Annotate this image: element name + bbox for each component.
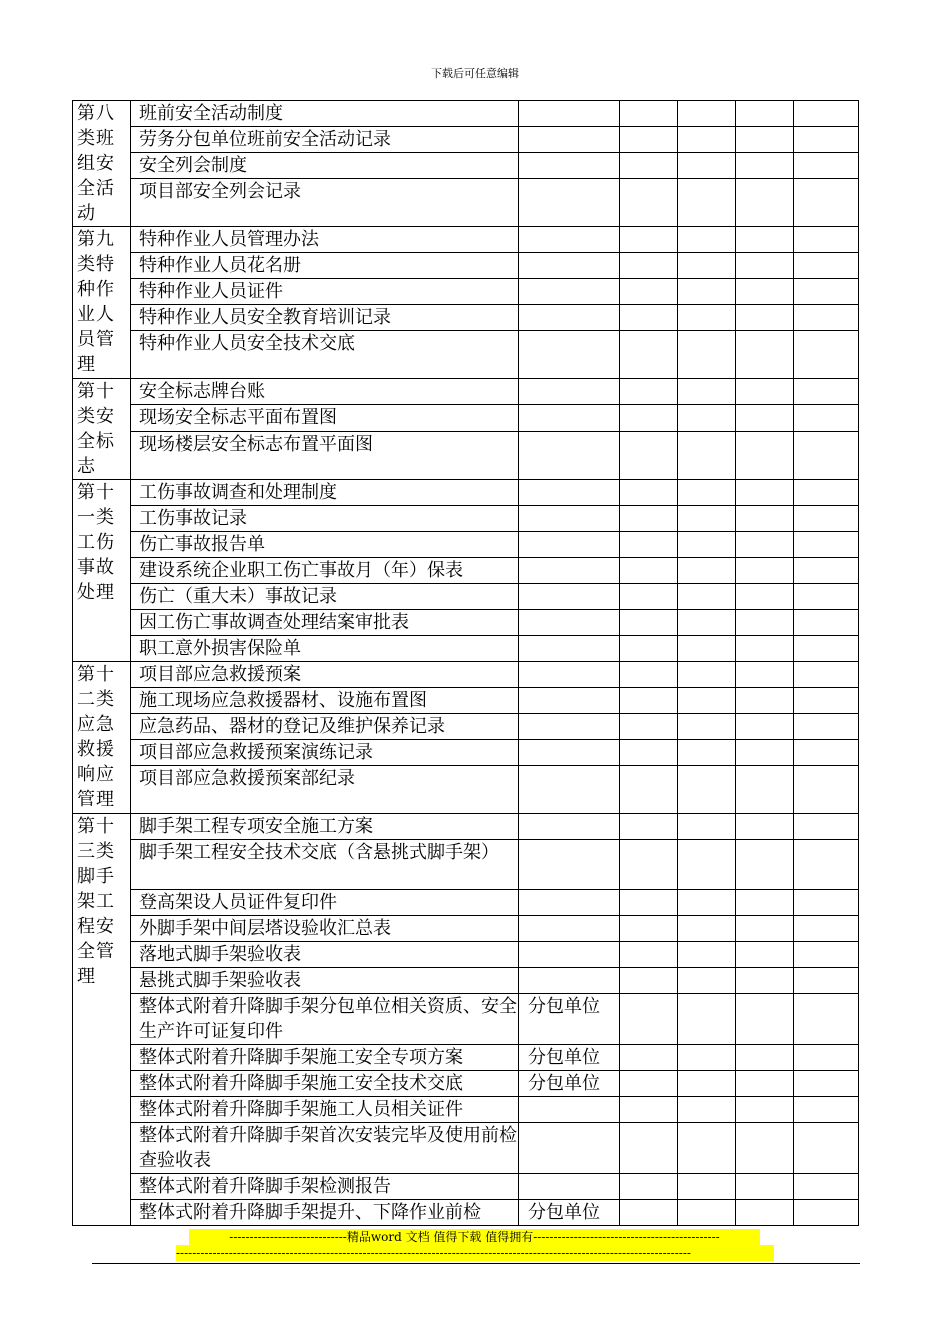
table-row [73, 179, 859, 227]
empty-cell [678, 1045, 736, 1071]
empty-cell [620, 532, 678, 558]
unit-cell [519, 610, 620, 636]
empty-cell [678, 766, 736, 814]
unit-cell: 分包单位 [519, 1200, 620, 1226]
empty-cell [678, 179, 736, 227]
empty-cell [794, 662, 859, 688]
empty-cell [620, 227, 678, 253]
unit-cell [519, 714, 620, 740]
empty-cell [678, 305, 736, 331]
item-cell: 班前安全活动制度 [131, 101, 519, 127]
item-cell: 整体式附着升降脚手架提升、下降作业前检 [131, 1200, 519, 1226]
unit-cell [519, 688, 620, 714]
bottom-rule [92, 1263, 860, 1264]
item-cell: 落地式脚手架验收表 [131, 942, 519, 968]
empty-cell [736, 1071, 794, 1097]
table-row [73, 1174, 859, 1200]
empty-cell [794, 253, 859, 279]
empty-cell [620, 331, 678, 379]
item-cell: 特种作业人员安全教育培训记录 [131, 305, 519, 331]
document-table [72, 100, 859, 1226]
item-cell: 整体式附着升降脚手架施工人员相关证件 [131, 1097, 519, 1123]
unit-cell [519, 532, 620, 558]
empty-cell [620, 179, 678, 227]
empty-cell [794, 840, 859, 890]
empty-cell [794, 1174, 859, 1200]
unit-cell [519, 740, 620, 766]
table-row [73, 506, 859, 532]
table-row [73, 253, 859, 279]
unit-cell [519, 253, 620, 279]
empty-cell [678, 101, 736, 127]
empty-cell [620, 994, 678, 1045]
table-row [73, 916, 859, 942]
empty-cell [794, 610, 859, 636]
empty-cell [794, 558, 859, 584]
empty-cell [678, 1174, 736, 1200]
table-row [73, 942, 859, 968]
empty-cell [678, 636, 736, 662]
item-cell: 脚手架工程专项安全施工方案 [131, 814, 519, 840]
empty-cell [620, 662, 678, 688]
table-row [73, 890, 859, 916]
item-cell: 整体式附着升降脚手架检测报告 [131, 1174, 519, 1200]
item-cell: 工伤事故记录 [131, 506, 519, 532]
item-cell: 现场安全标志平面布置图 [131, 405, 519, 431]
empty-cell [794, 179, 859, 227]
footer-line-1: -----------------------------精品word 文档 值得下载 值得拥有---------------------------------------------- [189, 1229, 760, 1245]
item-cell: 整体式附着升降脚手架施工安全专项方案 [131, 1045, 519, 1071]
unit-cell: 分包单位 [519, 1045, 620, 1071]
empty-cell [794, 331, 859, 379]
empty-cell [736, 558, 794, 584]
table-row [73, 379, 859, 405]
empty-cell [678, 840, 736, 890]
item-cell: 工伤事故调查和处理制度 [131, 480, 519, 506]
unit-cell [519, 279, 620, 305]
empty-cell [794, 968, 859, 994]
empty-cell [620, 379, 678, 405]
empty-cell [620, 1174, 678, 1200]
item-cell: 整体式附着升降脚手架首次安装完毕及使用前检查验收表 [131, 1123, 519, 1174]
empty-cell [678, 253, 736, 279]
empty-cell [736, 405, 794, 431]
table-row [73, 1123, 859, 1174]
item-cell: 伤亡（重大未）事故记录 [131, 584, 519, 610]
unit-cell [519, 127, 620, 153]
empty-cell [678, 942, 736, 968]
unit-cell [519, 840, 620, 890]
item-cell: 特种作业人员安全技术交底 [131, 331, 519, 379]
item-cell: 项目部应急救援预案部纪录 [131, 766, 519, 814]
empty-cell [620, 558, 678, 584]
empty-cell [794, 942, 859, 968]
empty-cell [794, 714, 859, 740]
table-row [73, 688, 859, 714]
empty-cell [736, 610, 794, 636]
table-row [73, 840, 859, 890]
empty-cell [736, 506, 794, 532]
empty-cell [736, 431, 794, 480]
empty-cell [620, 840, 678, 890]
table-row [73, 1071, 859, 1097]
item-cell: 伤亡事故报告单 [131, 532, 519, 558]
empty-cell [620, 890, 678, 916]
empty-cell [736, 714, 794, 740]
empty-cell [736, 279, 794, 305]
empty-cell [678, 558, 736, 584]
empty-cell [794, 405, 859, 431]
table-row [73, 968, 859, 994]
table-row [73, 331, 859, 379]
empty-cell [794, 740, 859, 766]
empty-cell [678, 431, 736, 480]
empty-cell [794, 1123, 859, 1174]
empty-cell [736, 814, 794, 840]
empty-cell [794, 101, 859, 127]
unit-cell [519, 1123, 620, 1174]
empty-cell [620, 916, 678, 942]
table-row [73, 1200, 859, 1226]
item-cell: 劳务分包单位班前安全活动记录 [131, 127, 519, 153]
empty-cell [794, 431, 859, 480]
empty-cell [620, 1071, 678, 1097]
empty-cell [794, 153, 859, 179]
table-row [73, 766, 859, 814]
empty-cell [794, 305, 859, 331]
empty-cell [620, 1200, 678, 1226]
table-row [73, 480, 859, 506]
empty-cell [678, 379, 736, 405]
item-cell: 安全标志牌台账 [131, 379, 519, 405]
table-row [73, 305, 859, 331]
table-row [73, 636, 859, 662]
empty-cell [620, 968, 678, 994]
empty-cell [620, 127, 678, 153]
table-row [73, 662, 859, 688]
empty-cell [736, 1200, 794, 1226]
table-row [73, 127, 859, 153]
unit-cell [519, 916, 620, 942]
item-cell: 悬挑式脚手架验收表 [131, 968, 519, 994]
empty-cell [678, 506, 736, 532]
table-row [73, 714, 859, 740]
empty-cell [736, 916, 794, 942]
page-header: 下载后可任意编辑 [431, 67, 519, 80]
empty-cell [620, 636, 678, 662]
empty-cell [736, 968, 794, 994]
item-cell: 登高架设人员证件复印件 [131, 890, 519, 916]
unit-cell [519, 942, 620, 968]
table-row [73, 101, 859, 127]
unit-cell: 分包单位 [519, 1071, 620, 1097]
empty-cell [736, 1123, 794, 1174]
empty-cell [620, 814, 678, 840]
empty-cell [794, 890, 859, 916]
unit-cell [519, 662, 620, 688]
empty-cell [620, 431, 678, 480]
empty-cell [794, 279, 859, 305]
empty-cell [794, 379, 859, 405]
empty-cell [678, 227, 736, 253]
empty-cell [678, 405, 736, 431]
table-row [73, 994, 859, 1045]
unit-cell [519, 766, 620, 814]
table-row [73, 740, 859, 766]
empty-cell [678, 584, 736, 610]
empty-cell [794, 480, 859, 506]
empty-cell [678, 814, 736, 840]
table-row [73, 1097, 859, 1123]
empty-cell [620, 305, 678, 331]
table-row [73, 558, 859, 584]
table-row [73, 405, 859, 431]
item-cell: 项目部应急救援预案演练记录 [131, 740, 519, 766]
item-cell: 特种作业人员花名册 [131, 253, 519, 279]
empty-cell [678, 1097, 736, 1123]
item-cell: 施工现场应急救援器材、设施布置图 [131, 688, 519, 714]
empty-cell [678, 532, 736, 558]
table-row [73, 584, 859, 610]
item-cell: 整体式附着升降脚手架分包单位相关资质、安全生产许可证复印件 [131, 994, 519, 1045]
empty-cell [678, 610, 736, 636]
empty-cell [678, 994, 736, 1045]
empty-cell [736, 766, 794, 814]
empty-cell [620, 405, 678, 431]
unit-cell [519, 890, 620, 916]
empty-cell [620, 480, 678, 506]
empty-cell [620, 688, 678, 714]
empty-cell [620, 1097, 678, 1123]
empty-cell [620, 714, 678, 740]
empty-cell [736, 840, 794, 890]
item-cell: 职工意外损害保险单 [131, 636, 519, 662]
table-row [73, 279, 859, 305]
empty-cell [736, 584, 794, 610]
unit-cell [519, 968, 620, 994]
empty-cell [794, 916, 859, 942]
table-row [73, 153, 859, 179]
unit-cell [519, 331, 620, 379]
empty-cell [736, 636, 794, 662]
empty-cell [678, 1200, 736, 1226]
empty-cell [736, 480, 794, 506]
empty-cell [736, 942, 794, 968]
category-cell: 第十类安全标志 [73, 379, 131, 480]
empty-cell [620, 101, 678, 127]
empty-cell [794, 814, 859, 840]
item-cell: 特种作业人员证件 [131, 279, 519, 305]
empty-cell [678, 480, 736, 506]
empty-cell [736, 740, 794, 766]
empty-cell [678, 127, 736, 153]
empty-cell [736, 1174, 794, 1200]
empty-cell [794, 636, 859, 662]
empty-cell [736, 1045, 794, 1071]
empty-cell [736, 662, 794, 688]
empty-cell [620, 253, 678, 279]
table-row [73, 814, 859, 840]
empty-cell [736, 153, 794, 179]
empty-cell [794, 688, 859, 714]
empty-cell [736, 179, 794, 227]
item-cell: 现场楼层安全标志布置平面图 [131, 431, 519, 480]
empty-cell [678, 688, 736, 714]
unit-cell [519, 405, 620, 431]
unit-cell [519, 431, 620, 480]
empty-cell [678, 890, 736, 916]
empty-cell [736, 532, 794, 558]
footer-line-2: ------------------------------------------------------------------------------------------------------------------------------- [176, 1245, 774, 1261]
empty-cell [736, 253, 794, 279]
item-cell: 整体式附着升降脚手架施工安全技术交底 [131, 1071, 519, 1097]
empty-cell [678, 916, 736, 942]
empty-cell [794, 994, 859, 1045]
empty-cell [678, 740, 736, 766]
unit-cell [519, 179, 620, 227]
empty-cell [736, 890, 794, 916]
empty-cell [678, 153, 736, 179]
empty-cell [620, 610, 678, 636]
empty-cell [620, 942, 678, 968]
empty-cell [620, 584, 678, 610]
empty-cell [736, 1097, 794, 1123]
empty-cell [620, 1123, 678, 1174]
empty-cell [794, 506, 859, 532]
empty-cell [678, 279, 736, 305]
empty-cell [736, 331, 794, 379]
unit-cell [519, 636, 620, 662]
item-cell: 脚手架工程安全技术交底（含悬挑式脚手架） [131, 840, 519, 890]
empty-cell [736, 994, 794, 1045]
unit-cell [519, 480, 620, 506]
unit-cell [519, 1097, 620, 1123]
empty-cell [620, 506, 678, 532]
empty-cell [678, 662, 736, 688]
empty-cell [678, 1071, 736, 1097]
category-cell: 第十三类脚手架工程安全管理 [73, 814, 131, 1226]
item-cell: 应急药品、器材的登记及维护保养记录 [131, 714, 519, 740]
empty-cell [678, 331, 736, 379]
empty-cell [736, 101, 794, 127]
empty-cell [794, 1045, 859, 1071]
unit-cell [519, 584, 620, 610]
unit-cell [519, 153, 620, 179]
empty-cell [794, 1097, 859, 1123]
category-cell: 第八类班组安全活动 [73, 101, 131, 227]
table-row [73, 431, 859, 480]
empty-cell [620, 1045, 678, 1071]
empty-cell [794, 532, 859, 558]
empty-cell [620, 740, 678, 766]
empty-cell [620, 766, 678, 814]
unit-cell: 分包单位 [519, 994, 620, 1045]
empty-cell [620, 279, 678, 305]
unit-cell [519, 227, 620, 253]
table-row [73, 227, 859, 253]
item-cell: 项目部安全列会记录 [131, 179, 519, 227]
empty-cell [794, 1071, 859, 1097]
table-row [73, 532, 859, 558]
table-row [73, 610, 859, 636]
empty-cell [794, 127, 859, 153]
empty-cell [736, 305, 794, 331]
unit-cell [519, 506, 620, 532]
category-cell: 第九类特种作业人员管理 [73, 227, 131, 379]
table-row [73, 1045, 859, 1071]
category-cell: 第十一类工伤事故处理 [73, 480, 131, 662]
empty-cell [736, 227, 794, 253]
item-cell: 安全列会制度 [131, 153, 519, 179]
unit-cell [519, 101, 620, 127]
unit-cell [519, 305, 620, 331]
empty-cell [736, 688, 794, 714]
empty-cell [678, 1123, 736, 1174]
unit-cell [519, 1174, 620, 1200]
item-cell: 特种作业人员管理办法 [131, 227, 519, 253]
empty-cell [794, 584, 859, 610]
empty-cell [620, 153, 678, 179]
item-cell: 外脚手架中间层塔设验收汇总表 [131, 916, 519, 942]
unit-cell [519, 814, 620, 840]
item-cell: 建设系统企业职工伤亡事故月（年）保表 [131, 558, 519, 584]
item-cell: 项目部应急救援预案 [131, 662, 519, 688]
empty-cell [678, 714, 736, 740]
empty-cell [736, 127, 794, 153]
category-cell: 第十二类应急救援响应管理 [73, 662, 131, 814]
unit-cell [519, 558, 620, 584]
empty-cell [794, 766, 859, 814]
item-cell: 因工伤亡事故调查处理结案审批表 [131, 610, 519, 636]
empty-cell [794, 227, 859, 253]
empty-cell [678, 968, 736, 994]
empty-cell [736, 379, 794, 405]
empty-cell [794, 1200, 859, 1226]
unit-cell [519, 379, 620, 405]
